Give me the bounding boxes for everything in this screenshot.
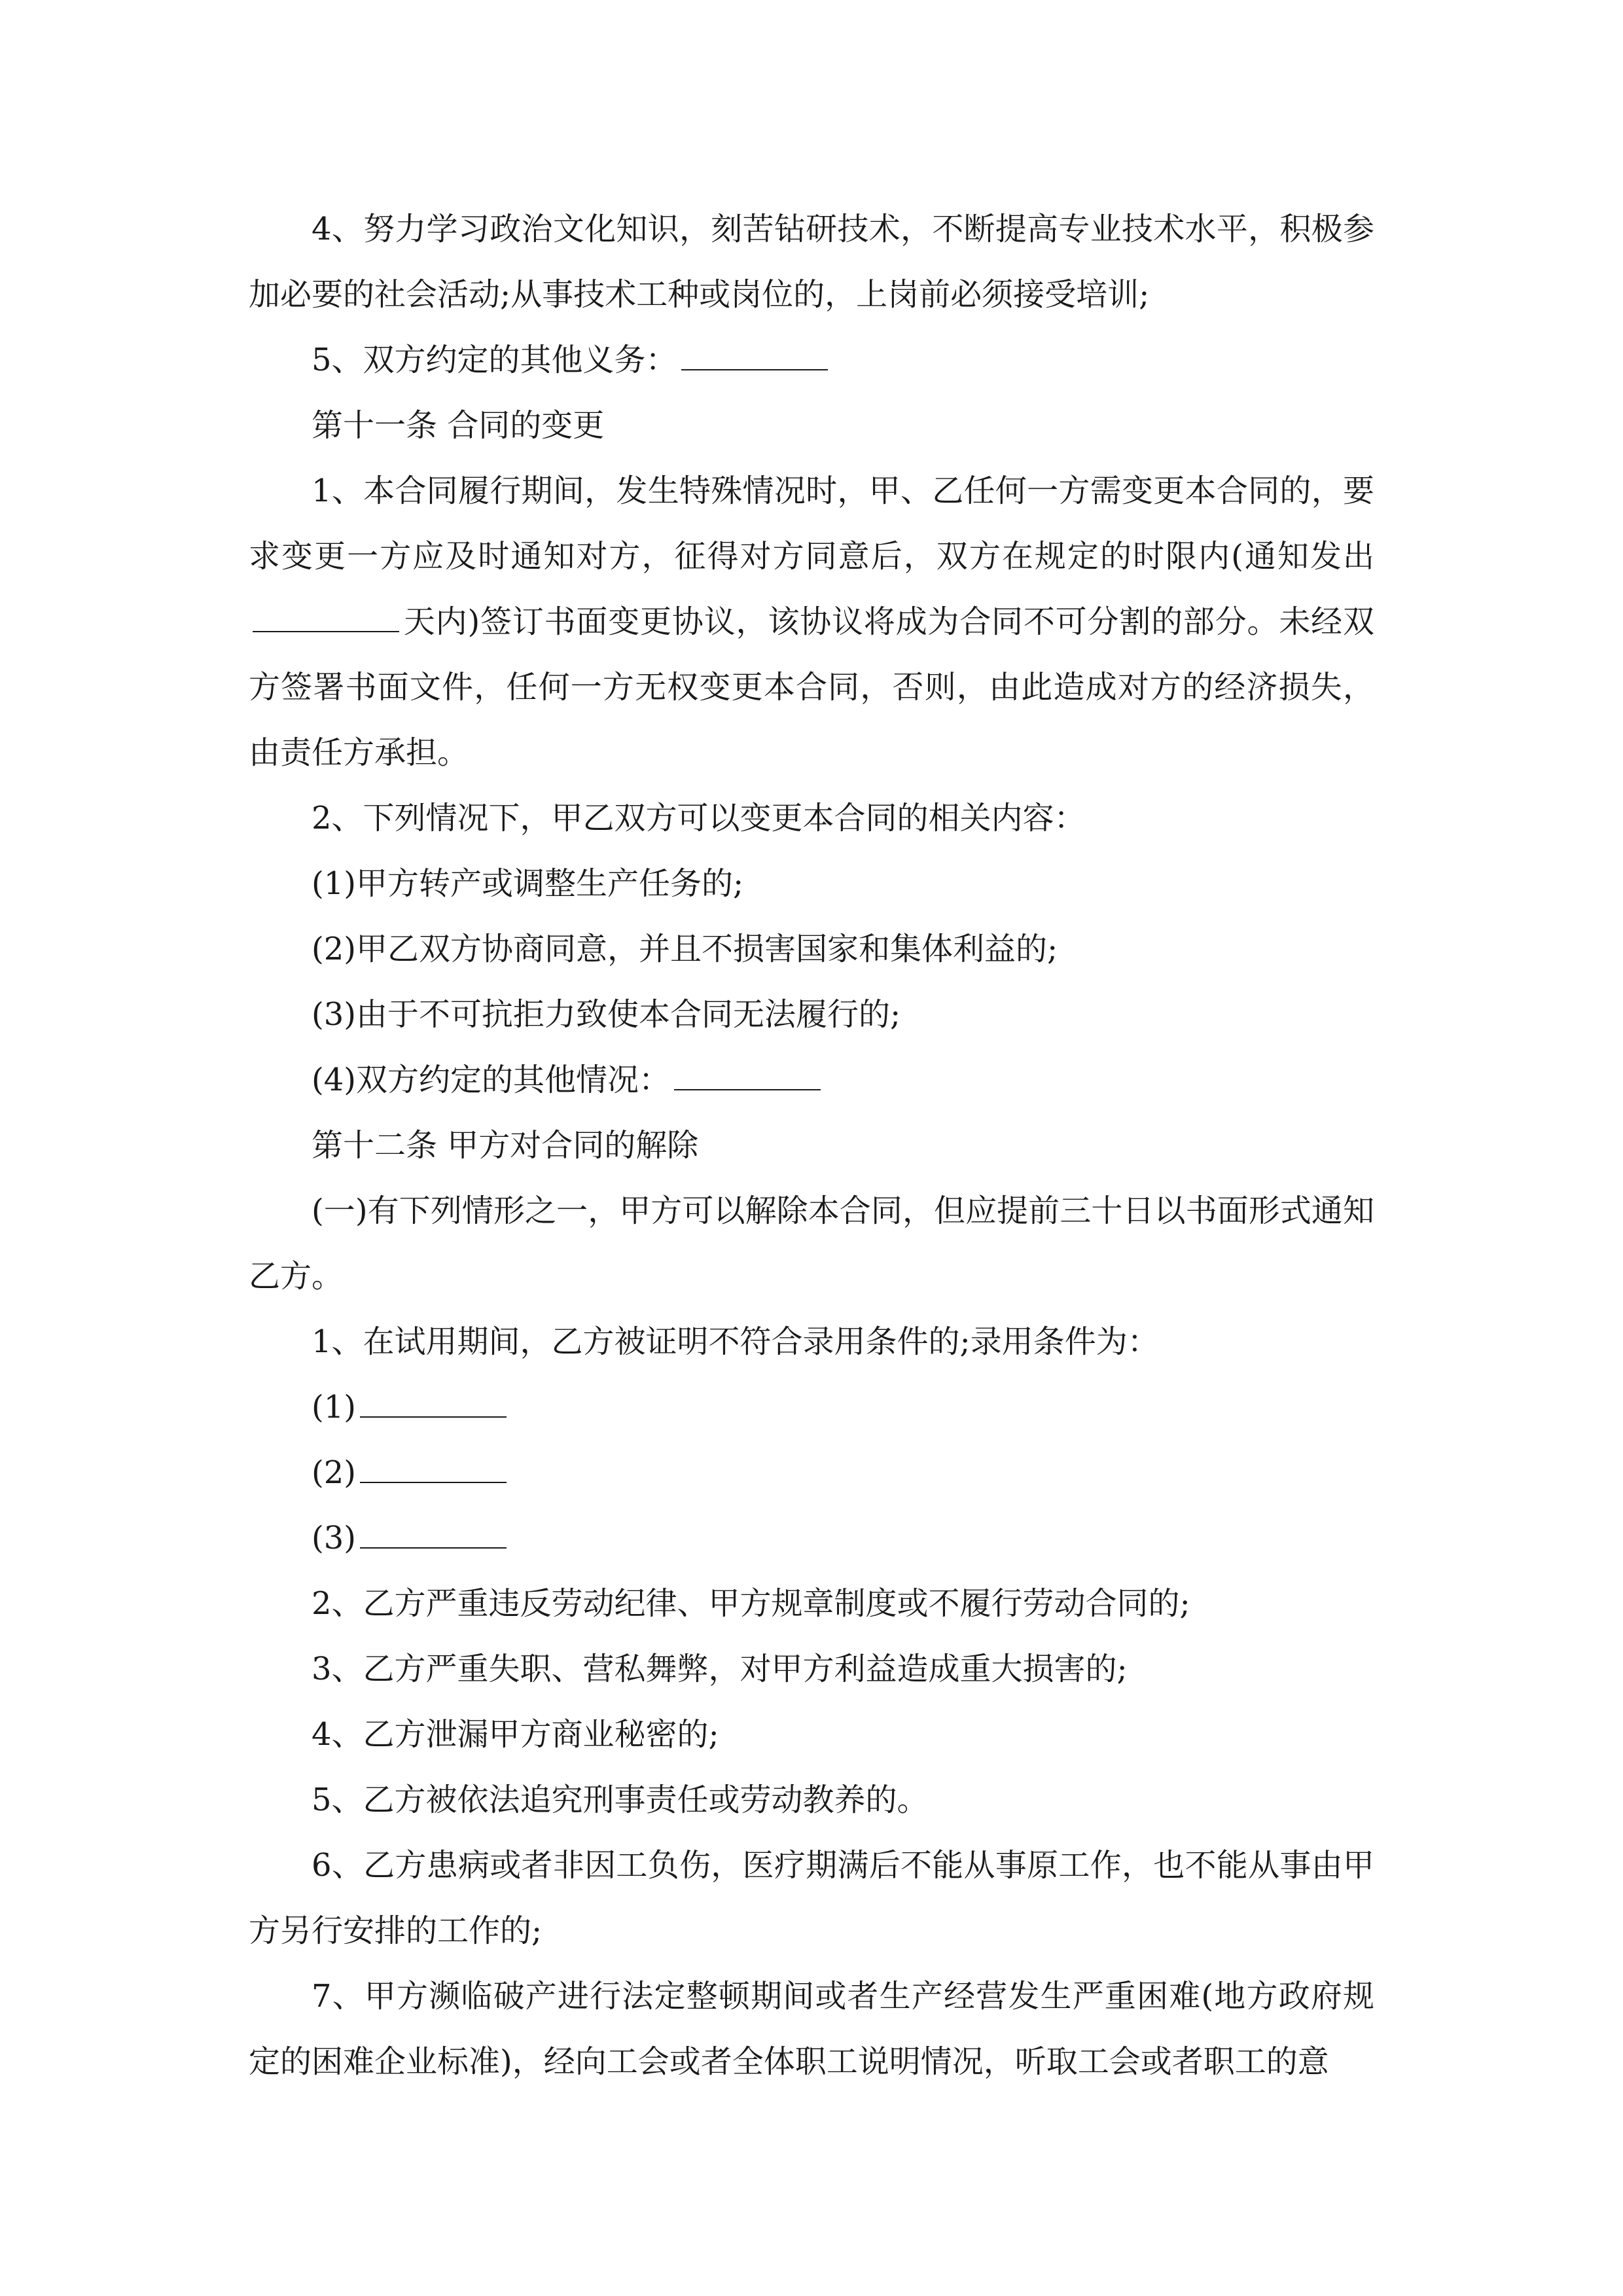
paragraph-change-item-4-text: (4)双方约定的其他情况： [312, 1062, 670, 1098]
fill-in-blank-other-duties[interactable] [681, 335, 828, 370]
paragraph-change-1-text-a: 1、本合同履行期间，发生特殊情况时，甲、乙任何一方需变更本合同的，要求变更一方应及时通知对方，征得对方同意后，双方在规定的时限内(通知发出 [249, 473, 1374, 575]
paragraph-change-item-3: (3)由于不可抗拒力致使本合同无法履行的; [312, 996, 901, 1033]
paragraph-condition-1 [249, 1374, 1374, 1440]
article-11-heading: 第十一条 合同的变更 [312, 407, 605, 444]
paragraph-termination-4: 4、乙方泄漏甲方商业秘密的; [312, 1716, 719, 1753]
document-body [249, 196, 1374, 2094]
article-12-heading: 第十二条 甲方对合同的解除 [312, 1127, 699, 1164]
paragraph-termination-2: 2、乙方严重违反劳动纪律、甲方规章制度或不履行劳动合同的; [312, 1585, 1190, 1622]
paragraph-termination-6: 6、乙方患病或者非因工负伤，医疗期满后不能从事原工作，也不能从事由甲方另行安排的工作的; [249, 1847, 1374, 1949]
paragraph-termination-1: 1、在试用期间，乙方被证明不符合录用条件的;录用条件为： [312, 1323, 1159, 1360]
paragraph-duty-5 [249, 327, 1374, 393]
paragraph-change-1 [249, 458, 1374, 785]
paragraph-condition-3 [249, 1505, 1374, 1571]
paragraph-termination-3: 3、乙方严重失职、营私舞弊，对甲方利益造成重大损害的; [312, 1651, 1128, 1687]
fill-in-blank-condition-1[interactable] [360, 1382, 507, 1418]
fill-in-blank-notice-days[interactable] [253, 597, 399, 632]
fill-in-blank-condition-3[interactable] [360, 1513, 507, 1549]
paragraph-duty-4: 4、努力学习政治文化知识，刻苦钻研技术，不断提高专业技术水平，积极参加必要的社会活动;从事技术工种或岗位的，上岗前必须接受培训; [249, 211, 1374, 313]
fill-in-blank-other-situations[interactable] [674, 1055, 821, 1090]
paragraph-change-item-2: (2)甲乙双方协商同意，并且不损害国家和集体利益的; [312, 931, 1058, 967]
condition-1-label: (1) [312, 1389, 356, 1426]
paragraph-change-item-4 [249, 1047, 1374, 1113]
paragraph-change-item-1: (1)甲方转产或调整生产任务的; [312, 865, 744, 902]
paragraph-termination-7: 7、甲方濒临破产进行法定整顿期间或者生产经营发生严重困难(地方政府规定的困难企业标准)，经向工会或者全体职工说明情况，听取工会或者职工的意 [249, 1978, 1374, 2080]
condition-3-label: (3) [312, 1520, 356, 1556]
paragraph-duty-5-text: 5、双方约定的其他义务： [312, 342, 677, 378]
paragraph-condition-2 [249, 1440, 1374, 1505]
fill-in-blank-condition-2[interactable] [360, 1448, 507, 1483]
paragraph-termination-5: 5、乙方被依法追究刑事责任或劳动教养的。 [312, 1782, 929, 1818]
paragraph-termination-intro: (一)有下列情形之一，甲方可以解除本合同，但应提前三十日以书面形式通知乙方。 [249, 1193, 1374, 1295]
condition-2-label: (2) [312, 1454, 356, 1491]
paragraph-change-2: 2、下列情况下，甲乙双方可以变更本合同的相关内容： [312, 800, 1086, 836]
paragraph-change-1-text-b: 天内)签订书面变更协议，该协议将成为合同不可分割的部分。未经双方签署书面文件，任何一方无权变更本合同，否则，由此造成对方的经济损失，由责任方承担。 [249, 603, 1374, 771]
